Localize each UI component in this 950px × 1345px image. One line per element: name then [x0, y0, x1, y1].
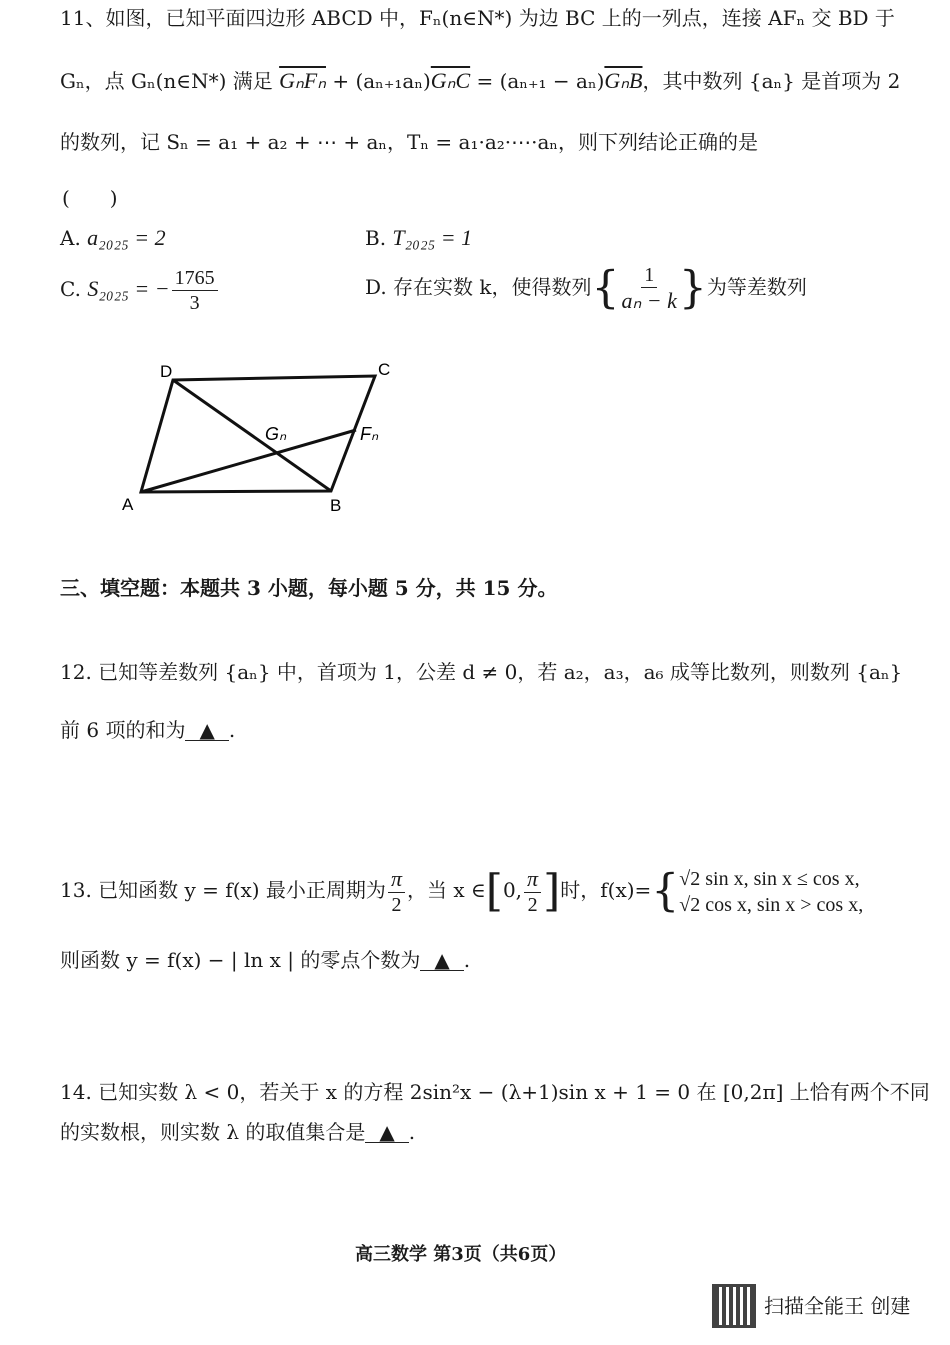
- option-label: D.: [365, 275, 387, 299]
- q11-line1: 11、如图，已知平面四边形 ABCD 中，Fₙ(n∈N*) 为边 BC 上的一列点，连接 AFₙ 交 BD 于: [60, 6, 895, 30]
- option-text: 存在实数 k，使得数列: [393, 275, 592, 299]
- segment-af: [141, 430, 356, 492]
- fraction: [622, 265, 677, 312]
- q13-line2: [60, 950, 470, 971]
- left-bracket: [: [485, 865, 503, 917]
- q12-text: 前 6 项的和为: [60, 718, 186, 742]
- option-text: a₂₀₂₅ = 2: [87, 225, 166, 250]
- label-d: D: [160, 362, 173, 381]
- answer-paren: ( ): [62, 186, 118, 210]
- answer-blank: ▲: [365, 1122, 408, 1143]
- denominator: 3: [189, 292, 200, 314]
- case-2: √2 cos x, sin x > cos x,: [679, 893, 864, 916]
- label-c: C: [378, 360, 391, 379]
- q14-line2: [60, 1122, 415, 1143]
- section-heading: 三、填空题：本题共 3 小题，每小题 5 分，共 15 分。: [60, 576, 558, 600]
- option-label: B.: [365, 226, 387, 250]
- parallelogram-figure: [110, 355, 410, 520]
- numerator: π: [524, 868, 541, 893]
- q14-text: 的实数根，则实数 λ 的取值集合是: [60, 1120, 366, 1144]
- q11-text: ，其中数列 {aₙ} 是首项为 2: [642, 69, 901, 93]
- period: .: [463, 948, 471, 972]
- fraction: [388, 868, 405, 915]
- q11-line3: 的数列，记 Sₙ = a₁ + a₂ + ⋯ + aₙ，Tₙ = a₁·a₂·⋯·aₙ，则下列结论正确的是: [60, 130, 759, 154]
- q13-text: ，当 x ∈: [406, 878, 486, 902]
- q11-text: Gₙ，点 Gₙ(n∈N*) 满足: [60, 69, 280, 93]
- denominator: aₙ − k: [621, 288, 677, 313]
- answer-blank: ▲: [185, 720, 228, 741]
- q13-line1: [60, 865, 864, 917]
- label-b: B: [330, 496, 342, 515]
- scanner-watermark: 扫描全能王 创建: [764, 1294, 911, 1318]
- case-brace: {: [651, 865, 680, 917]
- option-label: A.: [60, 226, 81, 250]
- q12-line2: [60, 720, 235, 741]
- label-g: Gₙ: [265, 424, 287, 444]
- fraction: [172, 268, 218, 313]
- option-text: T₂₀₂₅ = 1: [392, 225, 473, 250]
- right-brace: }: [678, 262, 707, 314]
- right-bracket: ]: [543, 865, 561, 917]
- period: .: [228, 718, 236, 742]
- numerator: 1765: [172, 268, 218, 291]
- vector-gc: $\overline{G_nC}$: [430, 68, 471, 93]
- period: .: [408, 1120, 416, 1144]
- option-b: [365, 227, 472, 249]
- numerator: π: [388, 868, 405, 893]
- q12-line1: 12. 已知等差数列 {aₙ} 中，首项为 1，公差 d ≠ 0，若 a₂，a₃，a₆ 成等比数列，则数列 {aₙ}: [60, 660, 903, 684]
- qr-code-icon: [712, 1284, 756, 1328]
- piecewise-cases: [679, 869, 863, 915]
- option-a: [60, 227, 166, 249]
- q13-text: 时，f(x)=: [560, 878, 652, 902]
- q13-text: 则函数 y = f(x) − | ln x | 的零点个数为: [60, 948, 421, 972]
- option-label: C.: [60, 277, 81, 301]
- vector-gb: $\overline{G_nB}$: [604, 68, 643, 93]
- option-text: S₂₀₂₅ = −: [87, 276, 170, 301]
- answer-blank: ▲: [420, 950, 463, 971]
- label-a: A: [122, 495, 134, 514]
- label-f: Fₙ: [360, 424, 379, 444]
- q11-text: + (aₙ₊₁aₙ): [325, 69, 431, 93]
- option-c: [60, 268, 220, 313]
- page-footer: 高三数学 第3页（共6页）: [355, 1244, 567, 1265]
- fraction: [524, 868, 541, 915]
- q11-line2: [60, 70, 900, 92]
- case-1: √2 sin x, sin x ≤ cos x,: [679, 867, 860, 890]
- numerator: 1: [641, 265, 657, 288]
- diagonal-bd: [173, 380, 331, 491]
- left-brace: {: [591, 262, 620, 314]
- option-text: 为等差数列: [706, 275, 807, 299]
- q13-text: 0,: [502, 878, 523, 902]
- vector-gf: GₙFₙ: [279, 68, 326, 93]
- q13-text: 13. 已知函数 y = f(x) 最小正周期为: [60, 878, 386, 902]
- q11-text: = (aₙ₊₁ − aₙ): [470, 69, 605, 93]
- option-d: [365, 262, 807, 314]
- denominator: 2: [527, 894, 538, 916]
- denominator: 2: [391, 894, 402, 916]
- q14-line1: 14. 已知实数 λ < 0，若关于 x 的方程 2sin²x − (λ+1)sin x + 1 = 0 在 [0,2π] 上恰有两个不同: [60, 1080, 930, 1104]
